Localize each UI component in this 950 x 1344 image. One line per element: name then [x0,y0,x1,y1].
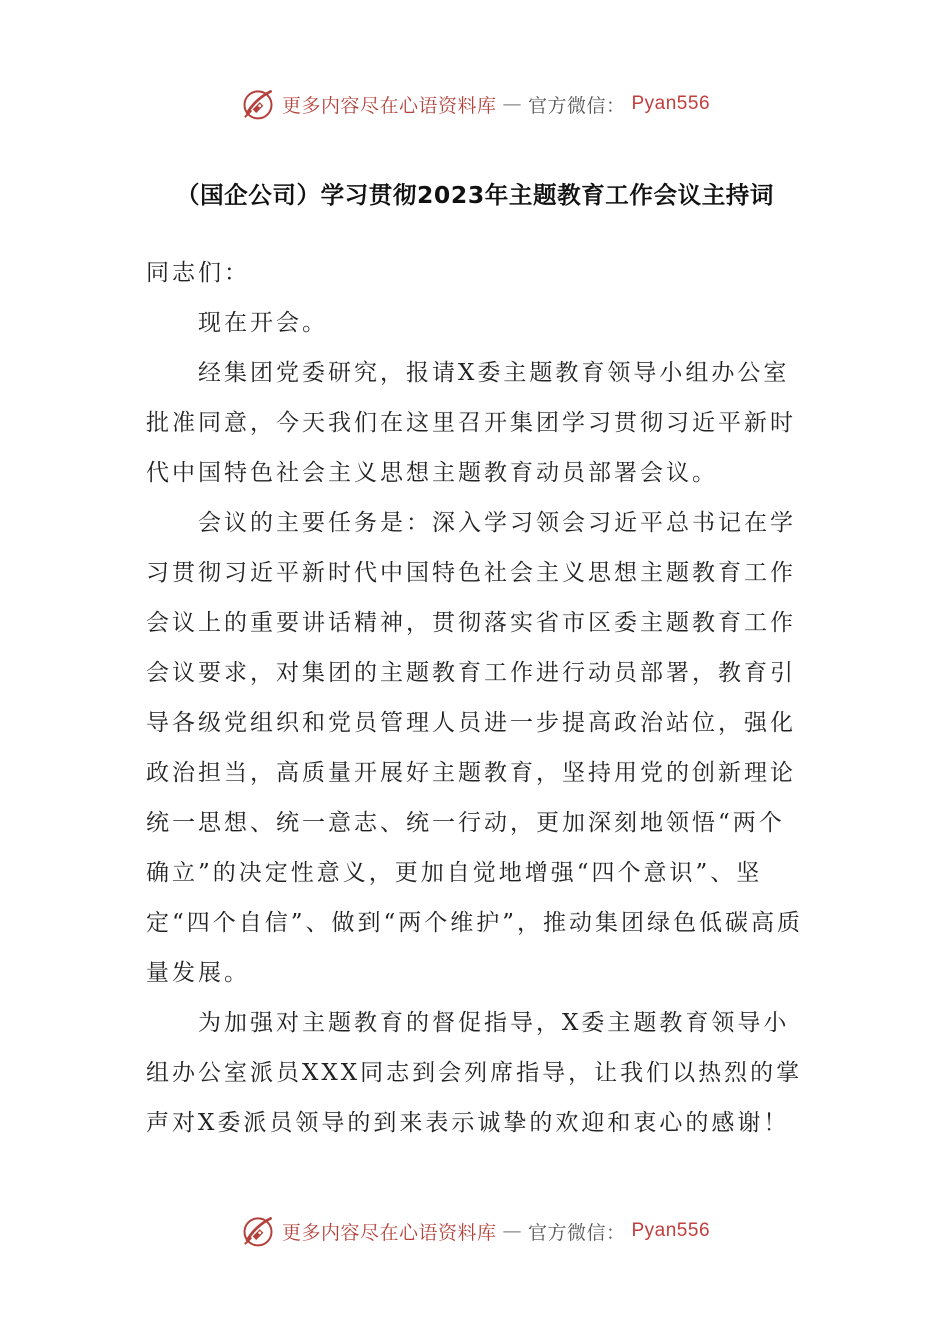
header-wechat-account: Pyan556 [631,93,711,114]
paragraph: 经集团党委研究，报请X委主题教育领导小组办公室批准同意，今天我们在这里召开集团学习贯彻习近平新时代中国特色社会主义思想主题教育动员部署会议。 [146,360,796,486]
header-dash: — [502,93,522,115]
paragraph: 会议的主要任务是：深入学习领会习近平总书记在学习贯彻习近平新时代中国特色社会主义思想主题教育工作会议上的重要讲话精神，贯彻落实省市区委主题教育工作会议要求，对集团的主题教育工作进行动员部署，教育引导各级党组织和党员管理人员进一步提高政治站位，强化政治担当，高质量开展好主题教育，坚持用党的创新理论统一思想、统一意志、统一行动，更加深刻地领悟“两个确立”的决定性意义，更加自觉地增强“四个意识”、坚定“四个自信”、做到“两个维护”，推动集团绿色低碳高质量发展。 [146,510,804,986]
footer-dash: — [502,1220,522,1242]
header-banner-content [240,86,710,122]
paragraph: 现在开会。 [198,310,328,336]
footer-wechat-account: Pyan556 [631,1220,711,1241]
pen-nib-logo-icon [240,86,276,122]
header-wechat-label: 官方微信： [527,94,626,117]
header-banner [0,84,950,124]
footer-banner-content [240,1213,710,1249]
document-body [146,248,808,1148]
footer-slogan: 更多内容尽在心语资料库 [281,1221,497,1244]
footer-wechat-label: 官方微信： [527,1221,626,1244]
salutation: 同志们： [146,260,250,286]
pen-nib-logo-icon [240,1213,276,1249]
document-title: （国企公司）学习贯彻2023年主题教育工作会议主持词 [175,181,774,209]
paragraph: 为加强对主题教育的督促指导，X委主题教育领导小组办公室派员XXX同志到会列席指导，让我们以热烈的掌声对X委派员领导的到来表示诚挚的欢迎和衷心的感谢！ [146,1010,803,1136]
header-slogan: 更多内容尽在心语资料库 [281,94,497,117]
footer-banner [0,1211,950,1251]
